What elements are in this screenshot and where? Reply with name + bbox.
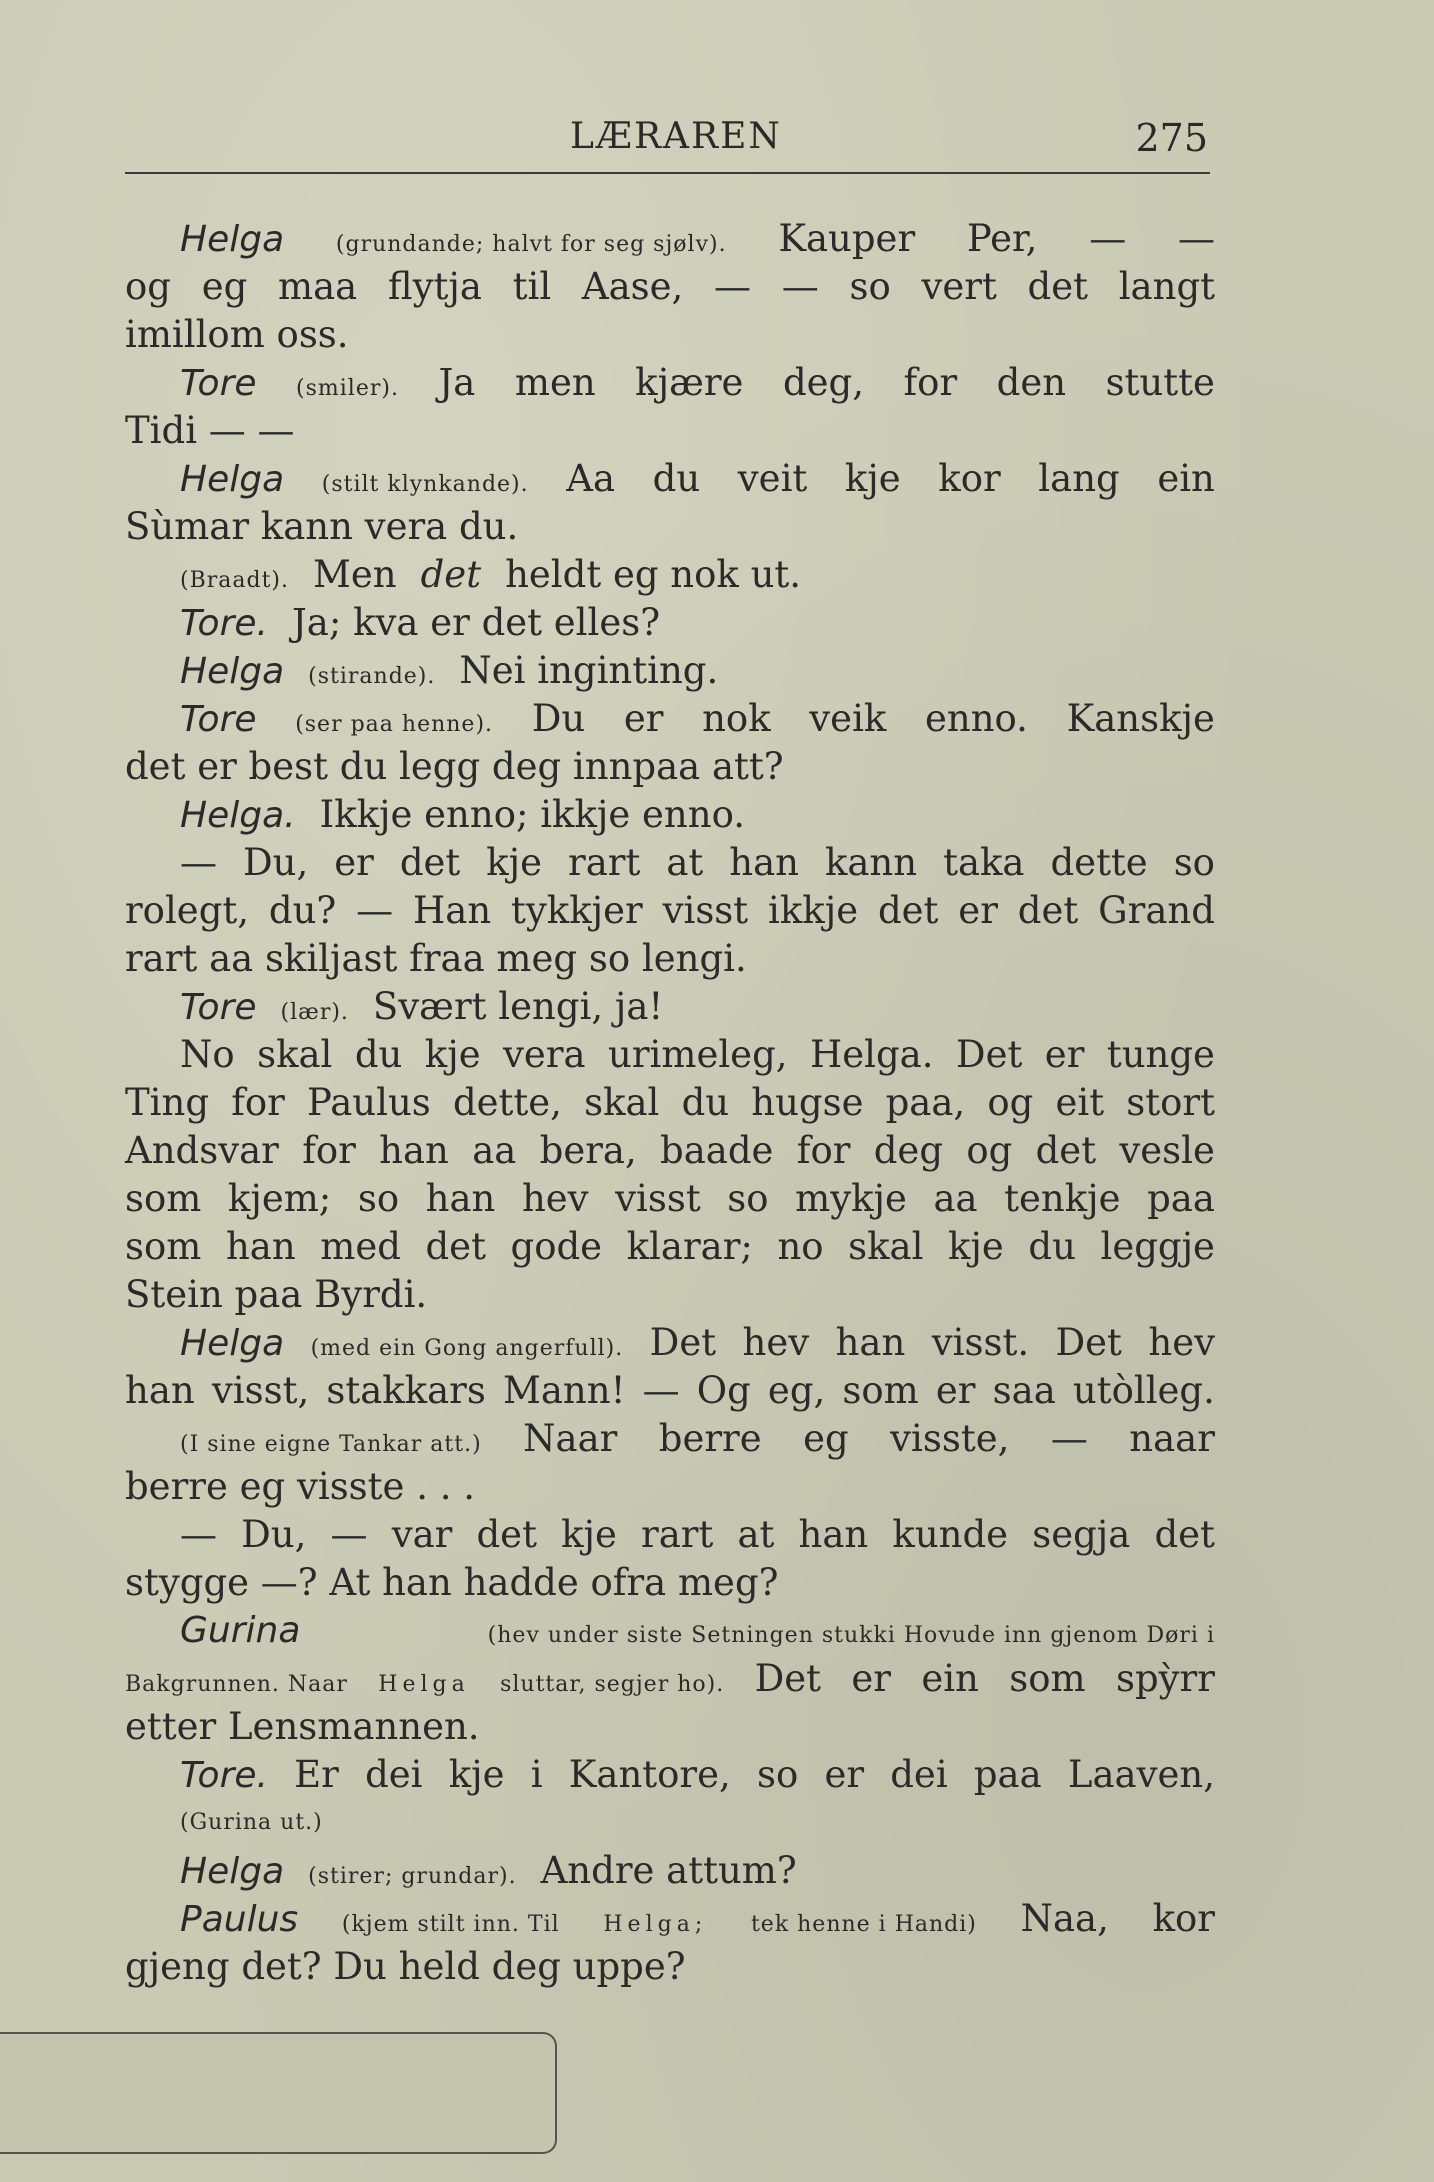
text-word: vera: [503, 1033, 586, 1076]
text-line: [125, 455, 1215, 503]
text-word: han: [729, 841, 799, 884]
text-word: var: [391, 1513, 453, 1556]
text-word: Andsvar: [125, 1129, 279, 1172]
text-word: berre eg visste . . .: [125, 1465, 476, 1508]
stage-direction: tek henne i Handi): [750, 1912, 977, 1937]
text-word: det: [1154, 1513, 1215, 1556]
speaker-name: Tore.: [180, 603, 268, 644]
text-word: at: [666, 841, 704, 884]
text-word: visst.: [931, 1321, 1030, 1364]
text-word: Ja; kva er det elles?: [291, 601, 661, 644]
text-word: som: [842, 1369, 919, 1412]
text-word: for: [796, 1129, 851, 1172]
text-word: —: [330, 1513, 368, 1556]
text-word: —: [180, 841, 217, 884]
text-word: det: [1035, 1129, 1097, 1172]
text-word: og: [987, 1081, 1034, 1124]
text-word: Han: [413, 889, 492, 932]
text-line: [125, 1511, 1215, 1559]
text-word: aa: [472, 1129, 517, 1172]
text-word: so: [756, 1753, 799, 1796]
text-word: dette: [1050, 841, 1148, 884]
text-word: —: [356, 889, 394, 932]
text-word: flytja: [387, 265, 482, 308]
text-word: Grand: [1098, 889, 1215, 932]
text-word: stort: [1126, 1081, 1215, 1124]
text-word: maa: [278, 265, 358, 308]
text-word: mykje: [795, 1177, 907, 1220]
text-word: eg,: [767, 1369, 826, 1412]
text-word: Det: [955, 1033, 1023, 1076]
text-word: Aase,: [581, 265, 684, 308]
speaker-name: Helga: [180, 651, 285, 692]
text-word: Ikkje enno; ikkje enno.: [319, 793, 745, 836]
speaker-name: Helga.: [180, 795, 296, 836]
stage-direction: Bakgrunnen. Naar: [125, 1672, 348, 1697]
text-word: visst,: [211, 1369, 310, 1412]
text-word: gode: [510, 1225, 603, 1268]
text-word: Mann!: [502, 1369, 626, 1412]
text-word: enno.: [925, 697, 1028, 740]
text-line: [125, 1607, 1215, 1655]
text-word: det: [425, 1225, 486, 1268]
text-word: rart: [641, 1513, 714, 1556]
text-word: deg: [873, 1129, 944, 1172]
text-line: [125, 1367, 1215, 1415]
speaker-name: Gurina: [180, 1610, 301, 1651]
text-word: berre: [658, 1417, 762, 1460]
text-word: er: [935, 1369, 976, 1412]
stage-direction: (Braadt).: [180, 568, 289, 593]
text-word: —: [1177, 217, 1215, 260]
stage-direction: (med ein Gong angerfull).: [310, 1336, 624, 1361]
stage-direction: (ser paa henne).: [295, 712, 494, 737]
text-line: [125, 1847, 1215, 1895]
stage-direction: (I sine eigne Tankar att.): [180, 1432, 482, 1457]
text-word: tenkje: [1004, 1177, 1121, 1220]
text-word: segja: [1032, 1513, 1131, 1556]
text-word: kje: [948, 1225, 1004, 1268]
text-word: klarar;: [626, 1225, 753, 1268]
text-word: han: [379, 1129, 449, 1172]
text-word: med: [320, 1225, 401, 1268]
text-word: Er: [294, 1753, 339, 1796]
text-word: han: [125, 1369, 195, 1412]
text-word: hev: [1148, 1321, 1215, 1364]
text-line: [125, 311, 1215, 359]
text-word: eg: [201, 265, 248, 308]
text-line: [125, 1943, 1215, 1991]
speaker-name: Paulus: [180, 1899, 299, 1940]
text-word: og: [966, 1129, 1013, 1172]
text-word: han: [225, 1225, 296, 1268]
text-line: [125, 1703, 1215, 1751]
text-word: vesle: [1119, 1129, 1215, 1172]
stage-direction: (lær).: [280, 1000, 349, 1025]
text-word: kunde: [892, 1513, 1009, 1556]
text-word: bera,: [539, 1129, 637, 1172]
text-word: Tidi — —: [125, 409, 295, 452]
text-word: det: [1017, 889, 1079, 932]
text-word: det: [399, 841, 461, 884]
text-word: Kanskje: [1066, 697, 1215, 740]
running-title: LÆRAREN: [570, 116, 782, 157]
text-word: spỳrr: [1115, 1657, 1215, 1700]
text-word: Paulus: [307, 1081, 431, 1124]
text-line: [125, 647, 1215, 695]
text-word: dette,: [452, 1081, 562, 1124]
text-word: han: [425, 1177, 496, 1220]
text-word: det: [877, 889, 939, 932]
text-word: det: [420, 553, 482, 596]
text-line: [125, 263, 1215, 311]
speaker-name: Helga: [180, 459, 285, 500]
text-line: [125, 839, 1215, 887]
text-word: veik: [809, 697, 887, 740]
text-word: —: [642, 1369, 680, 1412]
text-line: [125, 215, 1215, 263]
text-word: Kauper: [778, 217, 916, 260]
text-word: —: [1089, 217, 1127, 260]
text-word: kjære: [635, 361, 744, 404]
text-word: naar: [1129, 1417, 1215, 1460]
text-line: [125, 1271, 1215, 1319]
text-word: so: [727, 1177, 769, 1220]
text-word: kor: [938, 457, 1001, 500]
text-word: Andre attum?: [540, 1849, 797, 1892]
text-word: Kantore,: [568, 1753, 731, 1796]
speaker-name: Tore: [180, 363, 257, 404]
text-word: paa: [1147, 1177, 1215, 1220]
text-word: taka: [943, 841, 1025, 884]
speaker-name: Helga: [180, 219, 285, 260]
stage-direction: sluttar, segjer ho).: [500, 1672, 725, 1697]
text-word: paa,: [885, 1081, 966, 1124]
text-word: det er best du legg deg innpaa att?: [125, 745, 784, 788]
text-word: tunge: [1106, 1033, 1215, 1076]
text-word: Og: [696, 1369, 751, 1412]
text-word: du?: [268, 889, 337, 932]
text-word: eg: [803, 1417, 849, 1460]
text-word: du: [354, 1033, 403, 1076]
text-word: kann: [824, 841, 918, 884]
text-word: heldt eg nok ut.: [505, 553, 802, 596]
text-word: det: [1027, 265, 1088, 308]
text-word: skal: [257, 1033, 333, 1076]
play-text: [125, 215, 1215, 1991]
text-word: skal: [848, 1225, 924, 1268]
text-word: Naa,: [1020, 1897, 1109, 1940]
text-word: som: [125, 1177, 202, 1220]
text-line: [125, 1223, 1215, 1271]
text-word: —: [180, 1513, 217, 1556]
text-line: [125, 1079, 1215, 1127]
stage-direction: (stilt klynkande).: [321, 472, 529, 497]
text-line: [125, 599, 1215, 647]
text-word: paa: [973, 1753, 1042, 1796]
text-word: kje: [844, 457, 901, 500]
text-line: [125, 1655, 1215, 1703]
text-word: ein: [921, 1657, 979, 1700]
text-word: er: [824, 1753, 865, 1796]
text-word: kje: [424, 1033, 481, 1076]
text-word: dei: [365, 1753, 423, 1796]
text-word: leggje: [1100, 1225, 1215, 1268]
text-word: Nei inginting.: [459, 649, 719, 692]
text-word: for: [302, 1129, 356, 1172]
text-word: Det: [649, 1321, 717, 1364]
text-word: eit: [1055, 1081, 1105, 1124]
text-word: Laaven,: [1067, 1753, 1215, 1796]
text-word: baade: [660, 1129, 774, 1172]
text-line: [125, 407, 1215, 455]
text-word: aa: [933, 1177, 978, 1220]
stage-direction: (kjem stilt inn. Til: [341, 1912, 560, 1937]
text-word: er: [1044, 1033, 1085, 1076]
page-tab-mark: [0, 2032, 557, 2154]
text-word: vert: [921, 265, 997, 308]
speaker-name: Tore: [180, 699, 257, 740]
text-line: [125, 743, 1215, 791]
text-word: deg,: [782, 361, 864, 404]
stage-direction: (Gurina ut.): [180, 1810, 323, 1835]
text-word: han: [835, 1321, 906, 1364]
text-word: skal: [584, 1081, 660, 1124]
page-number: 275: [1135, 116, 1208, 160]
text-line: [125, 1559, 1215, 1607]
text-word: lang: [1038, 457, 1120, 500]
text-word: Ting: [125, 1081, 210, 1124]
text-word: er: [958, 889, 998, 932]
text-word: hev: [521, 1177, 589, 1220]
stage-direction: Helga;: [603, 1912, 708, 1937]
text-word: No: [180, 1033, 235, 1076]
text-word: veit: [737, 457, 808, 500]
text-line: [125, 1415, 1215, 1463]
text-line: [125, 1127, 1215, 1175]
text-word: er: [334, 841, 374, 884]
text-word: so: [357, 1177, 400, 1220]
text-word: Ja: [438, 361, 476, 404]
text-word: —: [714, 265, 752, 308]
text-word: men: [514, 361, 596, 404]
text-word: den: [996, 361, 1067, 404]
text-word: rolegt,: [125, 889, 250, 932]
speaker-name: Tore: [180, 987, 257, 1028]
page-header: [125, 112, 1210, 174]
text-line: [125, 1799, 1215, 1847]
text-word: ein: [1157, 457, 1215, 500]
text-word: gjeng det? Du held deg uppe?: [125, 1945, 686, 1988]
text-line: [125, 695, 1215, 743]
text-line: [125, 1031, 1215, 1079]
text-word: som: [125, 1225, 202, 1268]
stage-direction: Helga: [378, 1672, 470, 1697]
text-word: etter Lensmannen.: [125, 1705, 480, 1748]
text-word: langt: [1118, 265, 1215, 308]
text-line: [125, 1319, 1215, 1367]
speaker-name: Helga: [180, 1323, 285, 1364]
text-word: no: [777, 1225, 824, 1268]
text-word: dei: [890, 1753, 948, 1796]
text-word: rart aa skiljast fraa meg so lengi.: [125, 937, 747, 980]
text-word: for: [231, 1081, 285, 1124]
text-word: Aa: [566, 457, 616, 500]
text-word: Men: [313, 553, 397, 596]
text-word: —: [1050, 1417, 1088, 1460]
text-word: saa: [992, 1369, 1056, 1412]
stage-direction: (grundande; halvt for seg sjølv).: [335, 232, 727, 257]
text-line: [125, 359, 1215, 407]
text-line: [125, 887, 1215, 935]
text-word: du: [1028, 1225, 1076, 1268]
text-line: [125, 935, 1215, 983]
text-word: stutte: [1105, 361, 1215, 404]
text-word: Per,: [966, 217, 1038, 260]
text-word: kje: [561, 1513, 617, 1556]
text-word: Sùmar kann vera du.: [125, 505, 519, 548]
text-word: i: [530, 1753, 543, 1796]
text-word: Det: [1055, 1321, 1122, 1364]
text-word: Naar: [523, 1417, 618, 1460]
speaker-name: Tore.: [180, 1755, 268, 1796]
text-word: stakkars: [326, 1369, 486, 1412]
text-word: er: [623, 697, 664, 740]
text-word: er: [851, 1657, 891, 1700]
text-word: som: [1009, 1657, 1086, 1700]
text-word: —: [781, 265, 819, 308]
text-line: [125, 1463, 1215, 1511]
text-word: kor: [1152, 1897, 1215, 1940]
text-line: [125, 1895, 1215, 1943]
stage-direction: (hev under siste Setningen stukki Hovude inn gjenom Døri i: [487, 1623, 1215, 1648]
text-word: du: [652, 457, 701, 500]
text-word: visste,: [890, 1417, 1010, 1460]
text-word: so: [1173, 841, 1215, 884]
text-word: kjem;: [227, 1177, 332, 1220]
text-word: han: [798, 1513, 869, 1556]
text-line: [125, 983, 1215, 1031]
text-word: for: [903, 361, 958, 404]
text-word: tykkjer: [511, 889, 643, 932]
text-word: du: [681, 1081, 730, 1124]
text-word: kje: [448, 1753, 505, 1796]
text-word: stygge —? At han hadde ofra meg?: [125, 1561, 779, 1604]
text-word: utòlleg.: [1072, 1369, 1215, 1412]
text-word: visst: [615, 1177, 701, 1220]
text-word: visst: [662, 889, 749, 932]
text-word: at: [737, 1513, 775, 1556]
stage-direction: (stirande).: [308, 664, 436, 689]
text-word: rart: [568, 841, 641, 884]
stage-direction: (smiler).: [296, 376, 399, 401]
text-line: [125, 791, 1215, 839]
stage-direction: (stirer; grundar).: [308, 1864, 517, 1889]
text-word: so: [849, 265, 891, 308]
text-line: [125, 1751, 1215, 1799]
text-word: det: [476, 1513, 537, 1556]
text-word: Helga.: [809, 1033, 934, 1076]
text-word: hev: [742, 1321, 810, 1364]
text-word: Du,: [242, 841, 309, 884]
text-word: kje: [486, 841, 543, 884]
text-word: nok: [702, 697, 771, 740]
text-word: og: [125, 265, 171, 308]
text-line: [125, 551, 1215, 599]
text-word: Du,: [241, 1513, 307, 1556]
text-word: Du: [531, 697, 586, 740]
text-line: [125, 1175, 1215, 1223]
text-word: Svært lengi, ja!: [372, 985, 664, 1028]
text-word: imillom oss.: [125, 313, 349, 356]
text-word: Det: [754, 1657, 821, 1700]
speaker-name: Helga: [180, 1851, 285, 1892]
text-line: [125, 503, 1215, 551]
text-word: ikkje: [768, 889, 859, 932]
text-word: urimeleg,: [608, 1033, 788, 1076]
text-word: til: [512, 265, 552, 308]
text-word: hugse: [751, 1081, 864, 1124]
text-word: Stein paa Byrdi.: [125, 1273, 428, 1316]
